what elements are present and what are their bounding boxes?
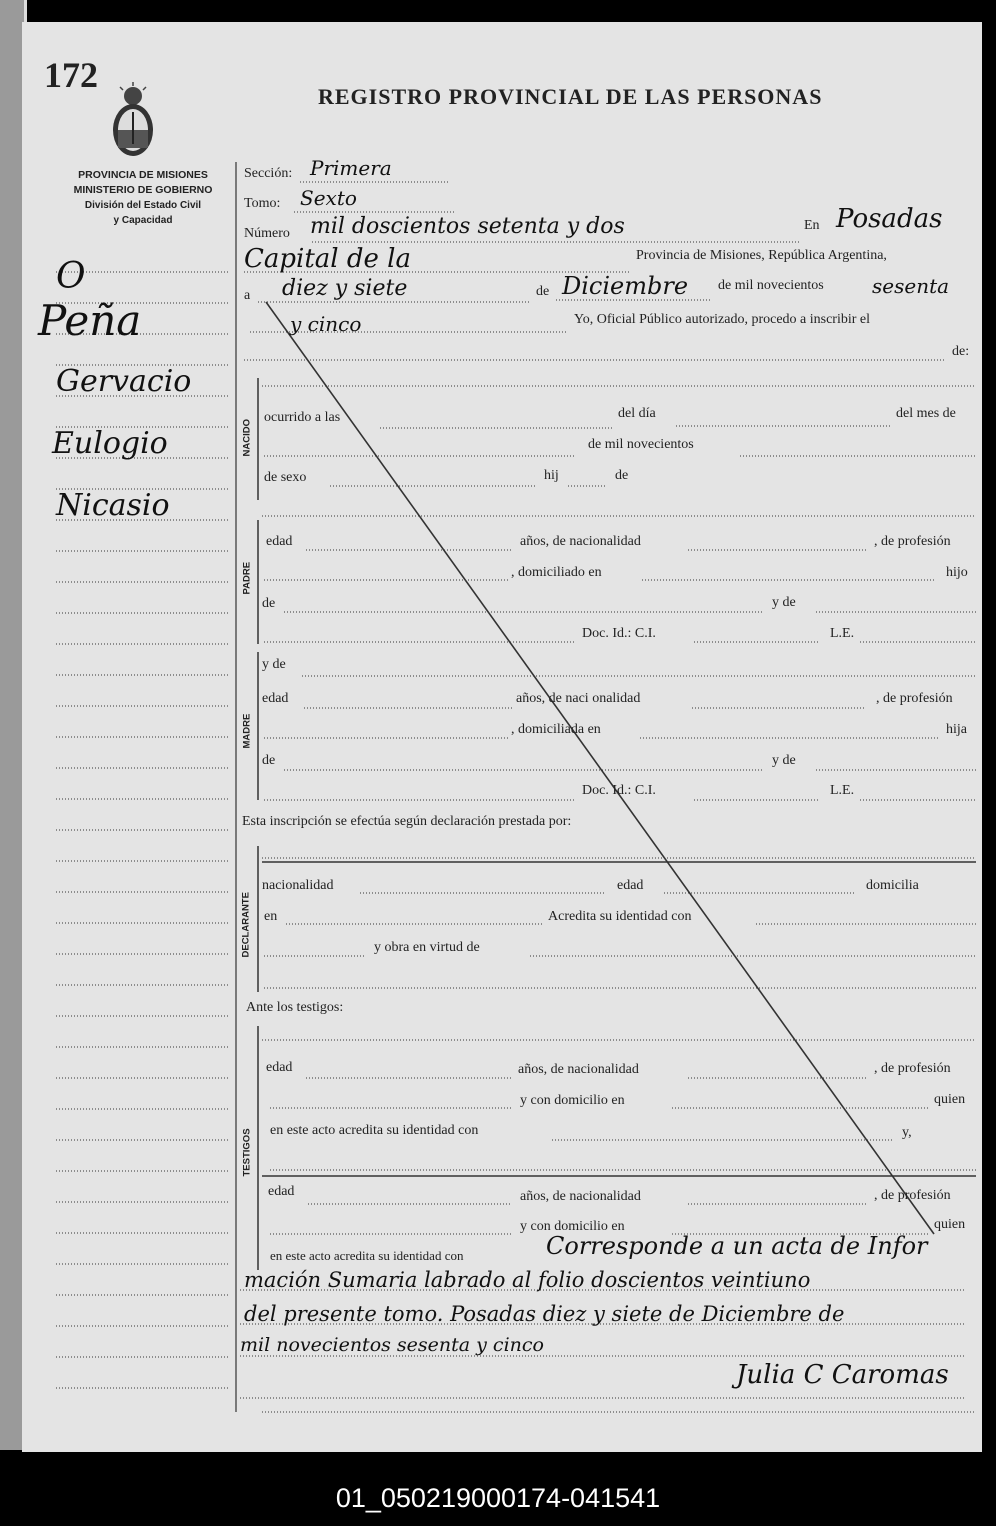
numero-value: mil doscientos setenta y dos	[310, 214, 625, 239]
footer-image-code: 01_050219000174-041541	[0, 1478, 996, 1526]
testigo2-quien-label: quien	[934, 1217, 966, 1232]
de-mil-novecientos-nacido-label: de mil novecientos	[588, 437, 694, 452]
de-nacido-label: de	[615, 468, 629, 483]
issuer-line-3: División del Estado Civil	[84, 200, 202, 211]
issuer-block	[48, 168, 238, 228]
madre-y-de-2-label: y de	[772, 753, 796, 768]
hijo-label: hijo	[946, 565, 968, 580]
acredita-label: Acredita su identidad con	[548, 909, 692, 924]
padre-doc-label: Doc. Id.: C.I.	[582, 626, 656, 641]
ante-testigos-label: Ante los testigos:	[246, 1000, 344, 1015]
padre-domicilio-label: , domiciliado en	[511, 565, 602, 580]
mes-value: Diciembre	[562, 272, 689, 300]
hij-label: hij	[544, 468, 559, 483]
de-sexo-label: de sexo	[264, 470, 307, 485]
inscripcion-label: Esta inscripción se efectúa según declaración prestada por:	[242, 814, 572, 829]
issuer-line-4: y Capacidad	[113, 215, 173, 226]
testigo2-nacionalidad-label: años, de nacionalidad	[520, 1189, 641, 1204]
madre-le-label: L.E.	[830, 783, 855, 798]
margin-given-name-3: Nicasio	[56, 488, 170, 523]
domicilia-label: domicilia	[866, 878, 919, 893]
capital-value: Capital de la	[244, 244, 411, 274]
padre-de-label: de	[262, 596, 276, 611]
testigo1-edad-label: edad	[266, 1060, 293, 1075]
en-label: En	[804, 218, 820, 233]
national-coat-of-arms-icon	[110, 82, 156, 160]
madre-section-label: MADRE	[241, 713, 253, 749]
padre-profesion-label: , de profesión	[874, 534, 951, 549]
nacido-section-label: NACIDO	[241, 419, 253, 457]
seccion-label: Sección:	[244, 166, 293, 181]
issuer-line-1: PROVINCIA DE MISIONES	[78, 169, 208, 181]
testigo1-nacionalidad-label: años, de nacionalidad	[518, 1062, 639, 1077]
signature: Julia C Caromas	[736, 1360, 949, 1390]
nota-line-3: del presente tomo. Posadas diez y siete de Diciembre de	[244, 1302, 845, 1326]
padre-nacionalidad-label: años, de nacionalidad	[520, 534, 641, 549]
issuer-line-2: MINISTERIO DE GOBIERNO	[73, 184, 213, 196]
testigo2-domicilio-label: y con domicilio en	[520, 1219, 625, 1234]
lugar-value: Posadas	[836, 204, 943, 234]
declarante-section-label: DECLARANTE	[240, 892, 252, 958]
declarante-edad-label: edad	[617, 878, 644, 893]
testigos-section-label: TESTIGOS	[241, 1128, 253, 1177]
testigo1-domicilio-label: y con domicilio en	[520, 1093, 625, 1108]
madre-doc-label: Doc. Id.: C.I.	[582, 783, 656, 798]
provincia-label: Provincia de Misiones, República Argentina,	[636, 248, 887, 263]
de-label: de	[536, 284, 550, 299]
padre-y-de-label: y de	[772, 595, 796, 610]
padre-section-label: PADRE	[241, 561, 253, 595]
testigo2-profesion-label: , de profesión	[874, 1188, 951, 1203]
tomo-value: Sexto	[300, 186, 357, 210]
padre-le-label: L.E.	[830, 626, 855, 641]
madre-de-label: de	[262, 753, 276, 768]
testigo1-y-label: y,	[902, 1125, 912, 1140]
madre-domicilio-label: , domiciliada en	[511, 722, 601, 737]
nota-line-2: mación Sumaria labrado al folio doscientos veintiuno	[244, 1268, 811, 1292]
de-colon-label: de:	[952, 344, 970, 359]
nota-line-1: Corresponde a un acta de Infor	[546, 1232, 928, 1260]
madre-profesion-label: , de profesión	[876, 691, 953, 706]
declarante-nacionalidad-label: nacionalidad	[262, 878, 334, 893]
ocurrido-label: ocurrido a las	[264, 410, 341, 425]
seccion-value: Primera	[310, 156, 392, 180]
margin-given-name-2: Eulogio	[52, 426, 168, 461]
document-title: REGISTRO PROVINCIAL DE LAS PERSONAS	[318, 84, 823, 109]
a-label: a	[244, 288, 251, 303]
y-obra-label: y obra en virtud de	[374, 940, 480, 955]
del-dia-label: del día	[618, 406, 656, 421]
madre-nacionalidad-label: años, de naci onalidad	[516, 691, 641, 706]
margin-surname: Peña	[38, 296, 142, 345]
margin-initial: O	[56, 256, 86, 297]
testigo1-acredita-label: en este acto acredita su identidad con	[270, 1123, 479, 1138]
hija-label: hija	[946, 722, 967, 737]
tomo-label: Tomo:	[244, 196, 281, 211]
madre-edad-label: edad	[262, 691, 289, 706]
testigo2-edad-label: edad	[268, 1184, 295, 1199]
dia-value: diez y siete	[282, 276, 408, 301]
de-mil-novecientos-label: de mil novecientos	[718, 278, 824, 293]
testigo1-profesion-label: , de profesión	[874, 1061, 951, 1076]
testigo2-acredita-label: en este acto acredita su identidad con	[270, 1248, 464, 1263]
numero-label: Número	[244, 226, 290, 241]
padre-edad-label: edad	[266, 534, 293, 549]
testigo1-quien-label: quien	[934, 1092, 966, 1107]
margin-given-name-1: Gervacio	[56, 364, 192, 399]
folio-number: 172	[44, 55, 98, 95]
madre-y-de-label: y de	[262, 657, 286, 672]
anio-value-1: sesenta	[872, 274, 950, 298]
yo-label: Yo, Oficial Público autorizado, procedo a inscribir el	[574, 312, 871, 327]
nota-line-4: mil novecientos sesenta y cinco	[240, 1334, 544, 1356]
del-mes-de-label: del mes de	[896, 406, 956, 421]
anio-value-2: y cinco	[290, 312, 362, 336]
declarante-en-label: en	[264, 909, 278, 924]
